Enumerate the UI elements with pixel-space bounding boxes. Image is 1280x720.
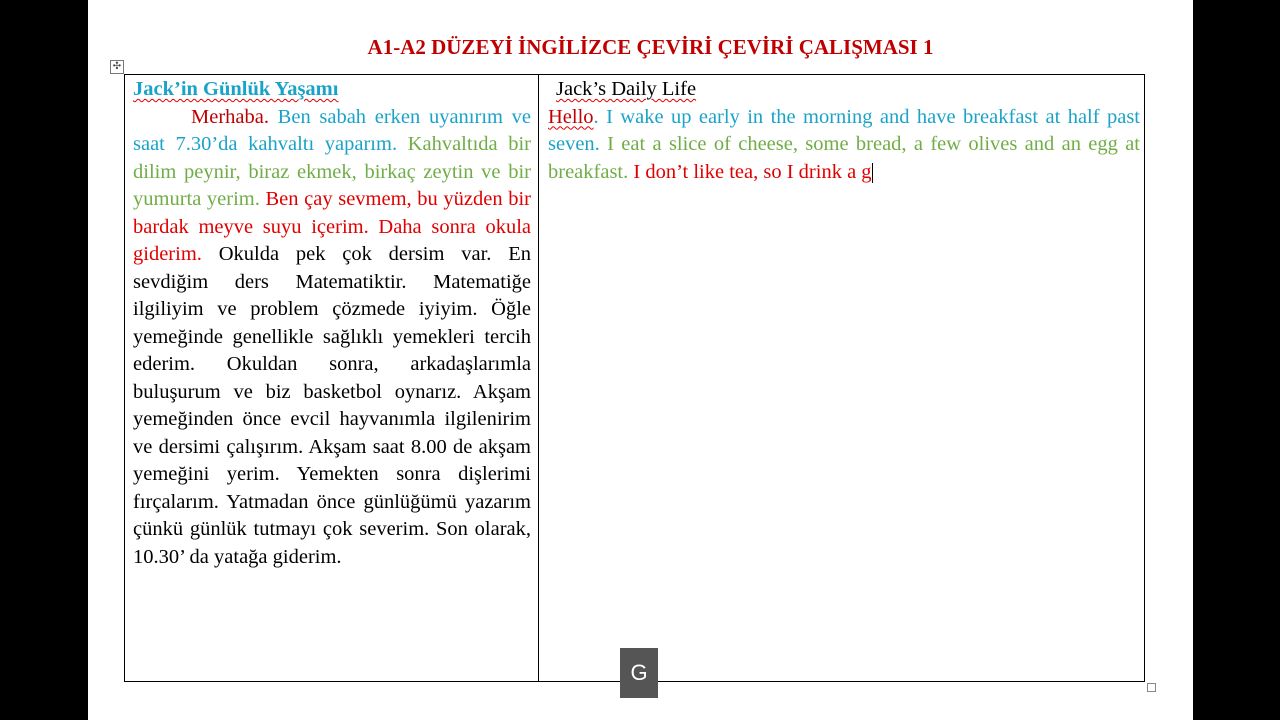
segment-blue: Ben sabah erken uyanırım ve saat 7.30’da kahvaltı yaparım.	[133, 105, 531, 155]
turkish-heading	[133, 76, 531, 104]
english-column[interactable]	[548, 76, 1140, 186]
segment-green: Kahvaltıda bir dilim peynir, biraz ekmek, birkaç zeytin ve bir yumurta yerim.	[133, 133, 531, 210]
segment-red: Merhaba.	[191, 105, 278, 128]
english-sentence-3: I eat a slice of cheese, some bread, a few olives and an egg at breakfast.	[548, 133, 1140, 183]
english-paragraph	[548, 104, 1140, 187]
english-sentence-2: . I wake up early in the morning and have breakfast at half past seven.	[548, 105, 1140, 155]
overlay-g-badge: G	[620, 648, 658, 698]
english-sentence-4: I don’t like tea, so I drink a g	[628, 160, 872, 183]
english-heading-text: Jack’s Daily Life	[556, 78, 697, 100]
turkish-column[interactable]	[133, 76, 531, 571]
text-cursor	[872, 163, 873, 183]
turkish-heading-text: Jack’in Günlük Yaşamı	[133, 78, 339, 100]
segment-bright-red: Ben çay sevmem, bu yüzden bir bardak meyve suyu içerim. Daha sonra okula giderim.	[133, 188, 531, 265]
turkish-paragraph	[133, 104, 531, 572]
segment-black: Okulda pek çok dersim var. En sevdiğim ders Matematiktir. Matematiğe ilgiliyim ve problem çözmede iyiyim. Öğle yemeğinde genellikle sağlıklı yemekleri tercih ederim. Okuldan sonra, arkadaşlarımla buluşurum ve biz basketbol oynarız. Akşam yemeğinden önce evcil hayvanımla ilgilenirim ve dersimi çalışırım. Akşam saat 8.00 de akşam yemeğini yerim. Yemekten sonra dişlerimi fırçalarım. Yatmadan önce günlüğümü yazarım çünkü günlük tutmayı çok severim. Son olarak, 10.30’ da yatağa giderim.	[133, 243, 531, 568]
move-cross-icon[interactable]: ✣	[110, 60, 124, 74]
table-resize-handle[interactable]	[1147, 683, 1156, 692]
column-divider	[538, 74, 539, 682]
document-title: A1-A2 DÜZEYİ İNGİLİZCE ÇEVİRİ ÇEVİRİ ÇALIŞMASI 1	[367, 35, 934, 59]
english-heading	[548, 76, 1140, 104]
english-hello: Hello	[548, 105, 594, 128]
